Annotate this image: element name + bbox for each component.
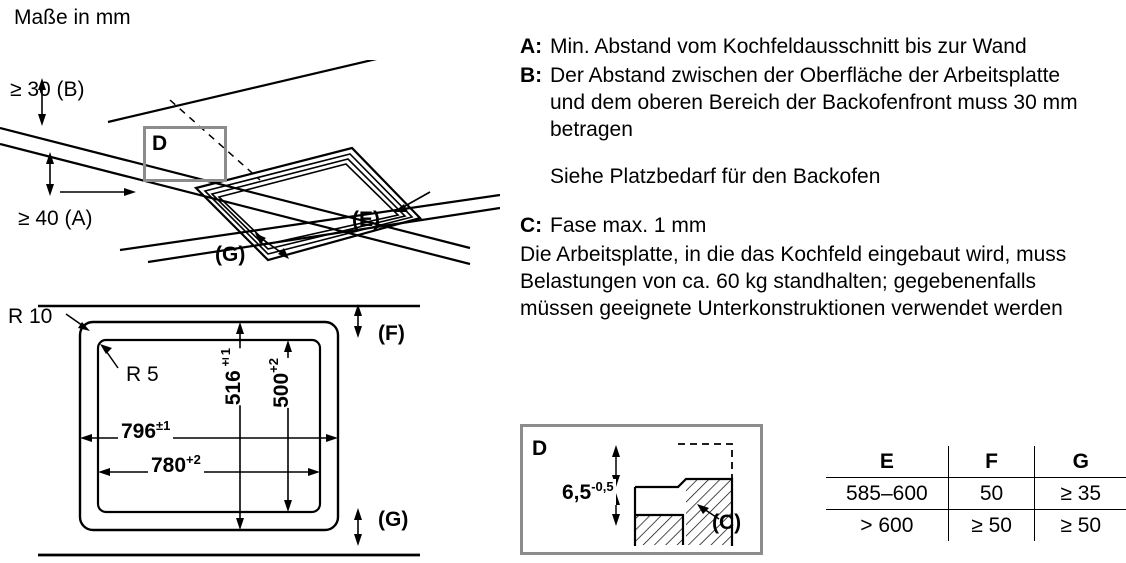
efg-r2-e: > 600 [826,510,948,542]
detail-d-label: D [532,437,548,460]
dim-height-outer-value: 516 [222,370,245,406]
label-r5: R 5 [126,363,159,386]
note-c [520,212,1100,239]
note-a-text: Min. Abstand vom Kochfeldausschnitt bis zur Wand [550,35,1027,58]
dim-width-outer-value: 796 [121,420,157,443]
label-e: (E) [352,208,380,231]
note-c-text: Fase max. 1 mm [550,214,707,237]
efg-header-e: E [826,446,948,478]
efg-r2-f: ≥ 50 [948,510,1035,542]
dim-width-outer-tol: ±1 [156,418,171,433]
dim-height-outer [218,348,246,405]
page-title: Maße in mm [14,6,131,29]
detail-chamfer-value: 6,5 [562,481,592,504]
detail-marker-label: D [152,132,168,155]
note-b-text: Der Abstand zwischen der Oberfläche der Arbeitsplatte und dem oberen Bereich der Backofenfront muss 30 mm betragen [550,64,1078,141]
table-row [826,478,1126,510]
dim-width-inner-tol: +2 [186,452,201,467]
dim-height-outer-tol: ±1 [218,348,233,371]
note-oven-space: Siehe Platzbedarf für den Backofen [550,165,881,188]
efg-header-f: F [948,446,1035,478]
note-b [520,62,1100,143]
dim-height-inner-tol: +2 [266,358,281,373]
note-a-key: A: [520,35,543,58]
efg-header-g: G [1035,446,1126,478]
plan-diagram [0,290,500,563]
efg-r2-g: ≥ 50 [1035,510,1126,542]
detail-chamfer-tol: -0,5 [591,479,614,494]
efg-r1-f: 50 [948,478,1035,510]
label-g-top: (G) [215,243,246,266]
detail-chamfer-dim [560,479,616,505]
detail-c-label: (C) [712,511,742,534]
plan-drawing [0,290,500,563]
dim-width-inner-value: 780 [151,454,187,477]
dim-width-inner [148,452,204,478]
dim-height-inner [266,358,294,408]
dim-width-outer [118,418,173,444]
efg-table [826,446,1126,541]
note-c-key: C: [520,214,543,237]
efg-table-header-row [826,446,1126,478]
dim-height-inner-value: 500 [270,372,293,408]
notes-column [520,33,1100,322]
note-a [520,33,1100,60]
notes-spacer-2 [520,190,1100,212]
efg-r1-e: 585–600 [826,478,948,510]
efg-r1-g: ≥ 35 [1035,478,1126,510]
table-row [826,510,1126,542]
note-b-key: B: [520,64,543,87]
label-g-plan: (G) [378,508,409,531]
label-b-distance: ≥ 30 (B) [10,78,85,101]
notes-spacer-1 [520,145,1100,163]
label-a-distance: ≥ 40 (A) [18,207,93,230]
note-c-body: Die Arbeitsplatte, in die das Kochfeld eingebaut wird, muss Belastungen von ca. 60 kg standhalten; gegebenenfalls müssen geeignete Unterkonstruktionen verwendet werden [520,243,1067,320]
label-f: (F) [378,322,405,345]
label-r10: R 10 [8,305,53,328]
